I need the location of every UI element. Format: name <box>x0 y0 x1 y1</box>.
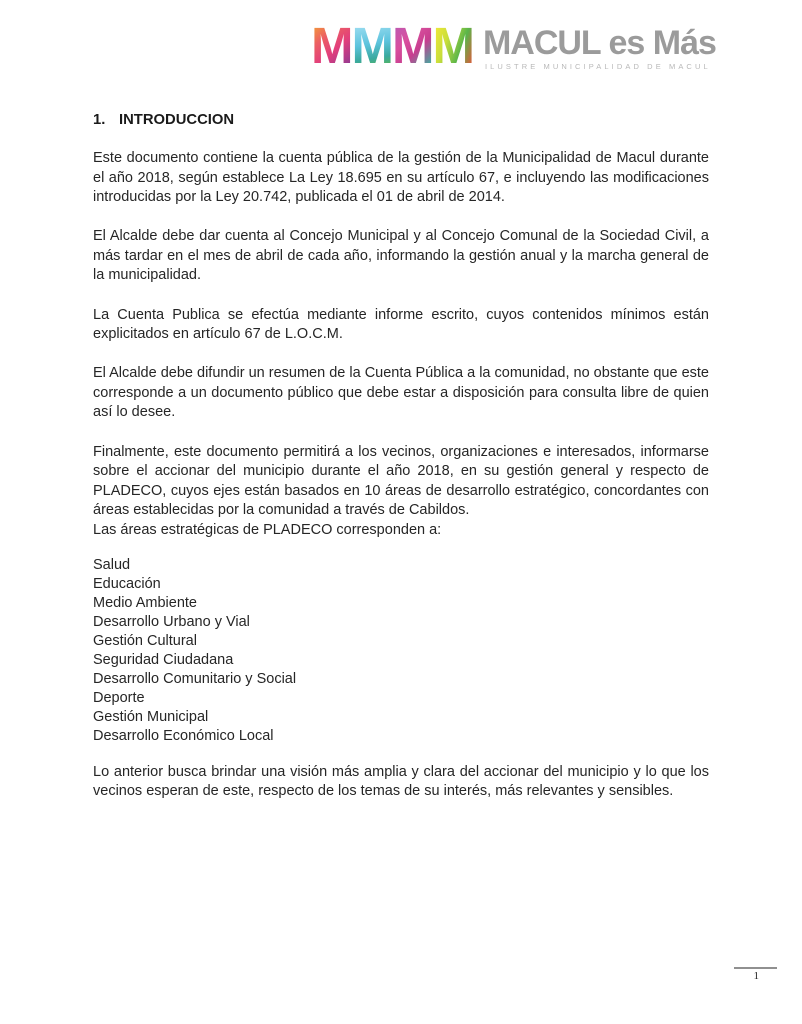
logo-letter-m-2: M <box>351 17 392 74</box>
footer-rule <box>734 967 777 969</box>
pladeco-area-desarrollo-economico: Desarrollo Económico Local <box>93 727 274 744</box>
logo-subtitle: ILUSTRE MUNICIPALIDAD DE MACUL <box>484 62 711 71</box>
heading-label: INTRODUCCION <box>119 112 235 128</box>
logo-m-letters <box>311 17 473 74</box>
intro-paragraph-4: El Alcalde debe difundir un resumen de la Cuenta Pública a la comunidad, no obstante que este corresponde a un documento público que debe estar a disposición para consulta libre de quien así lo desee. <box>93 365 709 421</box>
pladeco-area-salud: Salud <box>93 556 131 573</box>
municipality-logo <box>311 17 716 74</box>
logo-letter-m-4: M <box>432 17 473 74</box>
closing-paragraph: Lo anterior busca brindar una visión más amplia y clara del accionar del municipio y lo que los vecinos esperan de este, respecto de los temas de su interés, más relevantes y sensibles. <box>93 763 709 800</box>
logo-title: MACUL es Más <box>482 24 716 62</box>
pladeco-area-gestion-municipal: Gestión Municipal <box>93 708 209 725</box>
logo-letter-m-1: M <box>311 17 352 74</box>
intro-paragraph-1: Este documento contiene la cuenta pública de la gestión de la Municipalidad de Macul durante el año 2018, según establece La Ley 18.695 en su artículo 67, e incluyendo las modificaciones introducidas por la Ley 20.742, publicada el 01 de abril de 2014. <box>93 150 709 206</box>
logo-letter-m-3: M <box>391 17 433 74</box>
pladeco-area-medio-ambiente: Medio Ambiente <box>93 594 197 611</box>
pladeco-area-educacion: Educación <box>93 575 161 592</box>
pladeco-area-deporte: Deporte <box>93 689 145 706</box>
pladeco-lead-line: Las áreas estratégicas de PLADECO corresponden a: <box>93 521 442 538</box>
heading-number: 1. <box>93 112 106 128</box>
document-body <box>93 113 709 821</box>
intro-paragraph-2: El Alcalde debe dar cuenta al Concejo Municipal y al Concejo Comunal de la Sociedad Civil, a más tardar en el mes de abril de cada año, informando la gestión anual y la marcha general de la municipalidad. <box>93 228 709 284</box>
logo-text-block <box>482 24 716 71</box>
page-number: 1 <box>753 970 759 982</box>
pladeco-area-gestion-cultural: Gestión Cultural <box>93 632 197 649</box>
intro-paragraph-3: La Cuenta Publica se efectúa mediante informe escrito, cuyos contenidos mínimos están explicitados en artículo 67 de L.O.C.M. <box>93 306 709 343</box>
section-heading <box>93 113 709 128</box>
pladeco-area-desarrollo-comunitario: Desarrollo Comunitario y Social <box>93 670 297 687</box>
pladeco-area-seguridad-ciudadana: Seguridad Ciudadana <box>93 651 234 668</box>
pladeco-area-list <box>93 556 709 746</box>
pladeco-area-desarrollo-urbano: Desarrollo Urbano y Vial <box>93 613 250 630</box>
intro-paragraph-5: Finalmente, este documento permitirá a los vecinos, organizaciones e interesados, informarse sobre el accionar del municipio durante el año 2018, en su gestión general y respecto de PLADECO, cuyos ejes están basados en 10 áreas de desarrollo estratégico, concordantes con áreas establecidas por la comunidad a través de Cabildos. <box>93 443 709 519</box>
